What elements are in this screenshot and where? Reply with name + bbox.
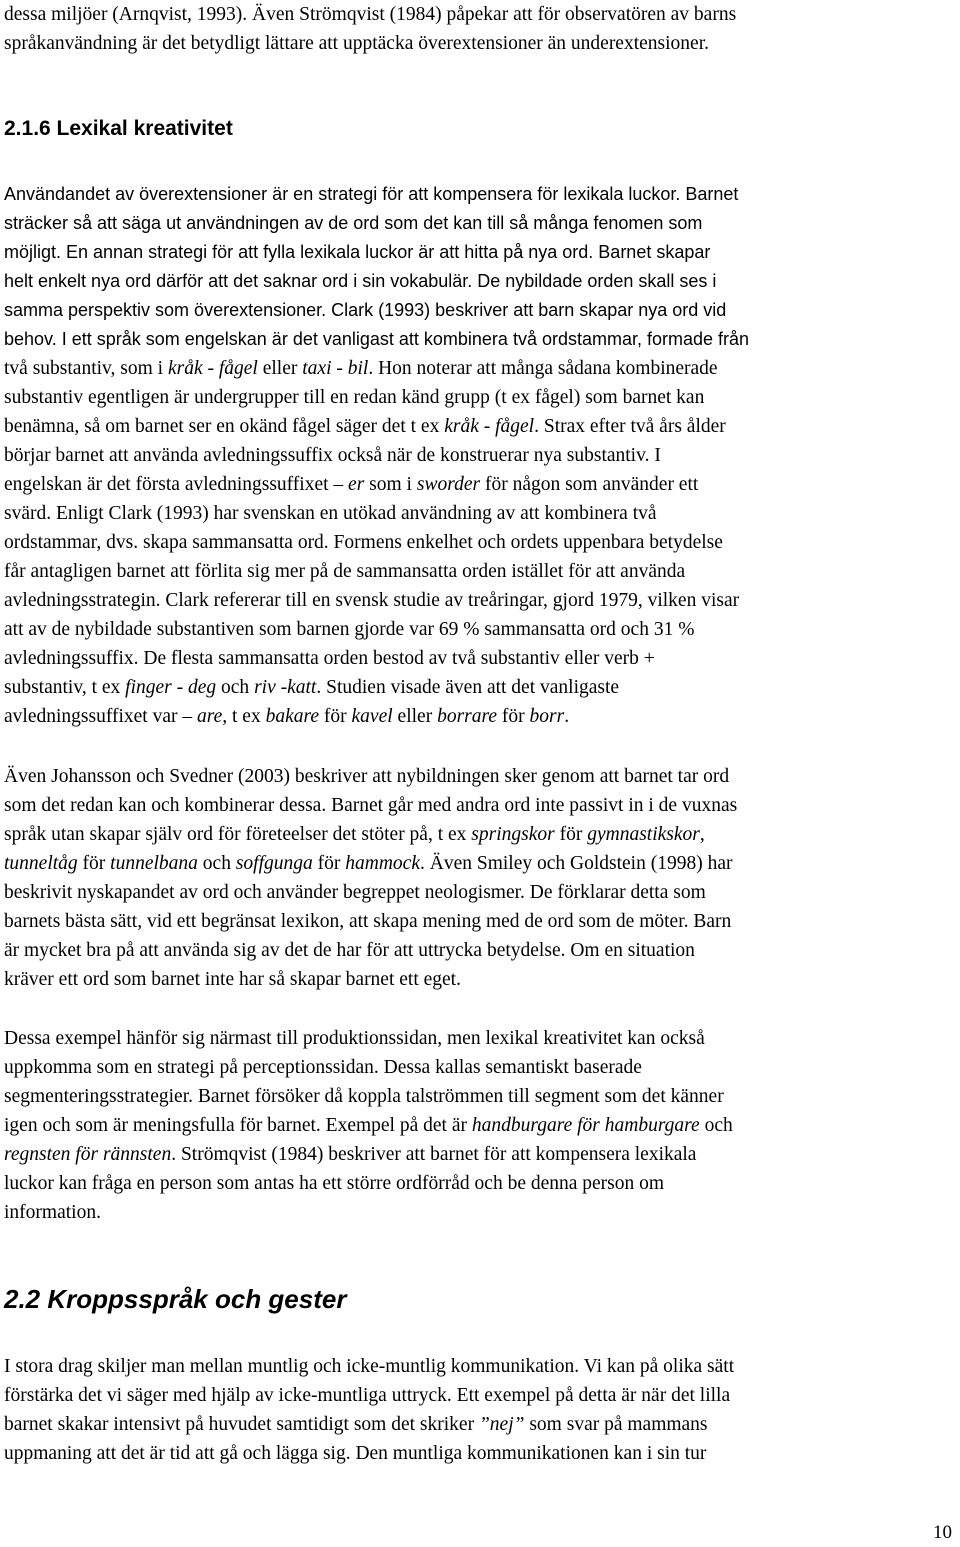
body-text-line: språkanvändning är det betydligt lättare att upptäcka överextensioner än underextensioner. [4,33,709,54]
body-text-line: svärd. Enligt Clark (1993) har svenskan en utökad användning av att kombinera två [4,503,657,524]
body-text-line: engelskan är det första avledningssuffixet – er som i sworder för någon som använder ett [4,474,699,495]
body-text-line: förstärka det vi säger med hjälp av icke-muntliga uttryck. Ett exempel på detta är när det lilla [4,1385,731,1406]
section-heading-lexikal-kreativitet: 2.1.6 Lexikal kreativitet [4,117,233,140]
body-text-line: behov. I ett språk som engelskan är det vanligast att kombinera två ordstammar, formade från [4,329,750,349]
body-text-line: som det redan kan och kombinerar dessa. Barnet går med andra ord inte passivt in i de vuxnas [4,795,738,816]
body-text-line: benämna, så om barnet ser en okänd fågel säger det t ex kråk - fågel. Strax efter två års ålder [4,416,726,437]
body-text-line: dessa miljöer (Arnqvist, 1993). Även Strömqvist (1984) påpekar att för observatören av barns [4,4,737,25]
body-text-line: samma perspektiv som överextensioner. Clark (1993) beskriver att barn skapar nya ord vid [4,300,727,320]
body-text-line: substantiv egentligen är undergrupper till en redan känd grupp (t ex fågel) som barnet kan [4,387,705,408]
body-text-line: är mycket bra på att använda sig av det de har för att uttrycka betydelse. Om en situation [4,940,695,961]
body-text-line: barnet skakar intensivt på huvudet samtidigt som det skriker ”nej” som svar på mammans [4,1414,708,1435]
body-text-line: regnsten för rännsten. Strömqvist (1984) beskriver att barnet för att kompensera lexikala [4,1144,697,1165]
body-text-line: avledningsstrategin. Clark refererar till en svensk studie av treåringar, gjord 1979, vilken visar [4,590,740,611]
body-text-line: ordstammar, dvs. skapa sammansatta ord. Formens enkelhet och ordets uppenbara betydelse [4,532,723,553]
body-text-line: barnets bästa sätt, vid ett begränsat lexikon, att skapa mening med de ord som de möter. Barn [4,911,732,932]
body-text-line: avledningssuffixet var – are, t ex bakare för kavel eller borrare för borr. [4,706,570,727]
body-text-line: uppmaning att det är tid att gå och lägga sig. Den muntliga kommunikationen kan i sin tur [4,1443,707,1464]
body-text-line: uppkomma som en strategi på perceptionssidan. Dessa kallas semantiskt baserade [4,1057,642,1078]
body-text-line: I stora drag skiljer man mellan muntlig och icke-muntlig kommunikation. Vi kan på olika sätt [4,1356,735,1377]
body-text-line: Även Johansson och Svedner (2003) beskriver att nybildningen sker genom att barnet tar ord [4,766,730,787]
body-text-line: att av de nybildade substantiven som barnen gjorde var 69 % sammansatta ord och 31 % [4,619,695,640]
body-text-line: Användandet av överextensioner är en strategi för att kompensera för lexikala luckor. Barnet [4,184,739,204]
body-text-line: information. [4,1202,101,1223]
body-text-line: börjar barnet att använda avledningssuffix också när de konstruerar nya substantiv. I [4,445,661,466]
body-text-line: kräver ett ord som barnet inte har så skapar barnet ett eget. [4,969,461,990]
body-text-line: språk utan skapar själv ord för företeelser det stöter på, t ex springskor för gymnastikskor, [4,824,705,845]
body-text-line: igen och som är meningsfulla för barnet. Exempel på det är handburgare för hamburgare och [4,1115,733,1136]
body-text-line: helt enkelt nya ord därför att det saknar ord i sin vokabulär. De nybildade orden skall ses i [4,271,717,291]
body-text-line: beskrivit nyskapandet av ord och använder begreppet neologismer. De förklarar detta som [4,882,706,903]
body-text-line: substantiv, t ex finger - deg och riv -katt. Studien visade även att det vanligaste [4,677,620,698]
body-text-line: tunneltåg för tunnelbana och soffgunga för hammock. Även Smiley och Goldstein (1998) har [4,853,733,874]
page-number: 10 [933,1522,952,1543]
body-text-line: Dessa exempel hänför sig närmast till produktionssidan, men lexikal kreativitet kan också [4,1028,705,1049]
body-text-line: två substantiv, som i kråk - fågel eller taxi - bil. Hon noterar att många sådana kombinerade [4,358,718,379]
body-text-line: segmenteringsstrategier. Barnet försöker då koppla talströmmen till segment som det känner [4,1086,724,1107]
body-text-line: möjligt. En annan strategi för att fylla lexikala luckor är att hitta på nya ord. Barnet skapar [4,242,711,262]
body-text-line: får antagligen barnet att förlita sig mer på de sammansatta orden istället för att använda [4,561,686,582]
body-text-line: avledningssuffix. De flesta sammansatta orden bestod av två substantiv eller verb + [4,648,655,669]
body-text-line: sträcker så att säga ut användningen av de ord som det kan till så många fenomen som [4,213,703,233]
body-text-line: luckor kan fråga en person som antas ha ett större ordförråd och be denna person om [4,1173,665,1194]
section-heading-kroppssprak: 2.2 Kroppsspråk och gester [4,1284,347,1314]
